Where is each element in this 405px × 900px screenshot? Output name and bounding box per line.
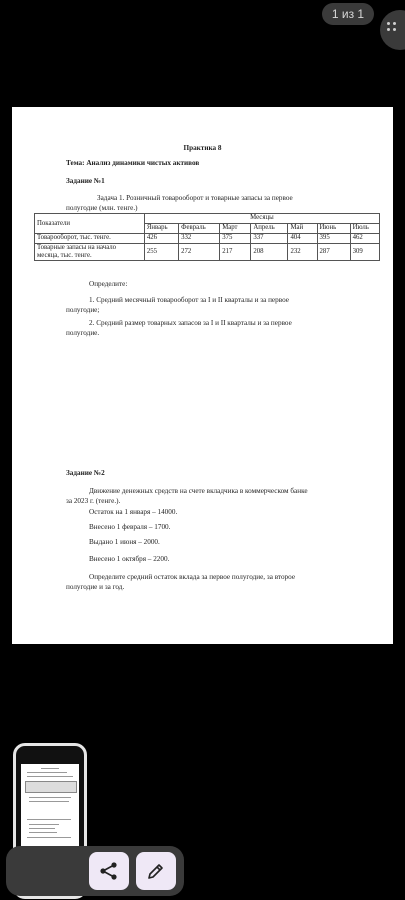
sales-table: [34, 213, 380, 261]
task2-title: Задание №2: [66, 469, 105, 477]
task1-question-1-cont: полугодие;: [66, 306, 100, 314]
table-cell: 395: [317, 234, 350, 244]
month-cell: Июнь: [317, 224, 350, 234]
table-cell: 404: [288, 234, 317, 244]
task2-intro-cont: за 2023 г. (тенге.).: [66, 497, 121, 505]
page-counter: 1 из 1: [322, 3, 374, 25]
doc-subject: Тема: Анализ динамики чистых активов: [66, 159, 200, 167]
header-indicator: Показатели: [35, 214, 145, 234]
task1-determine: Определите:: [89, 280, 128, 288]
task1-question-1: 1. Средний месячный товарооборот за I и II кварталы и за первое: [89, 296, 289, 304]
task1-intro-cont: полугодие (млн. тенге.): [66, 204, 138, 212]
table-row: [35, 244, 380, 261]
task1-title: Задание №1: [66, 177, 105, 185]
edit-button[interactable]: [136, 852, 176, 890]
bottom-toolbar: [6, 846, 184, 896]
task1-question-2: 2. Средний размер товарных запасов за I и II кварталы и за первое: [89, 319, 292, 327]
task2-intro: Движение денежных средств на счете вкладчика в коммерческом банке: [89, 487, 308, 495]
task2-line: Выдано 1 июня – 2000.: [89, 538, 160, 546]
task2-line: Остаток на 1 января – 14000.: [89, 508, 178, 516]
header-months: Месяцы: [144, 214, 379, 224]
table-cell: 287: [317, 244, 350, 261]
month-cell: Февраль: [179, 224, 220, 234]
row-label-line: Товарные запасы на начало: [37, 244, 117, 251]
task2-line: Внесено 1 февраля – 1700.: [89, 523, 171, 531]
table-cell: 208: [251, 244, 288, 261]
row-label: [35, 244, 145, 261]
doc-heading: Практика 8: [183, 144, 222, 152]
month-cell: Апрель: [251, 224, 288, 234]
task2-question: Определите средний остаток вклада за первое полугодие, за второе: [89, 573, 296, 581]
table-row: [35, 234, 380, 244]
task1-intro: Задача 1. Розничный товарооборот и товарные запасы за первое: [97, 194, 293, 202]
table-cell: 255: [144, 244, 178, 261]
task2-line: Внесено 1 октября – 2200.: [89, 555, 170, 563]
table-cell: 462: [350, 234, 379, 244]
month-cell: Май: [288, 224, 317, 234]
task2-question-cont: полугодие и за год.: [66, 583, 125, 591]
table-cell: 272: [179, 244, 220, 261]
thumbnail-page-preview: [21, 764, 79, 846]
row-label-line: месяца, тыс. тенге.: [37, 252, 92, 259]
document-page: [12, 107, 393, 644]
table-cell: 337: [251, 234, 288, 244]
pencil-icon: [146, 861, 166, 881]
share-icon: [99, 861, 119, 881]
table-cell: 217: [220, 244, 251, 261]
more-options-button[interactable]: [380, 10, 405, 50]
month-cell: Январь: [144, 224, 178, 234]
month-cell: Март: [220, 224, 251, 234]
row-label: Товарооборот, тыс. тенге.: [35, 234, 145, 244]
month-cell: Июль: [350, 224, 379, 234]
task1-question-2-cont: полугодие.: [66, 329, 100, 337]
table-cell: 232: [288, 244, 317, 261]
table-cell: 426: [144, 234, 178, 244]
table-cell: 309: [350, 244, 379, 261]
table-cell: 332: [179, 234, 220, 244]
table-cell: 375: [220, 234, 251, 244]
share-button[interactable]: [89, 852, 129, 890]
